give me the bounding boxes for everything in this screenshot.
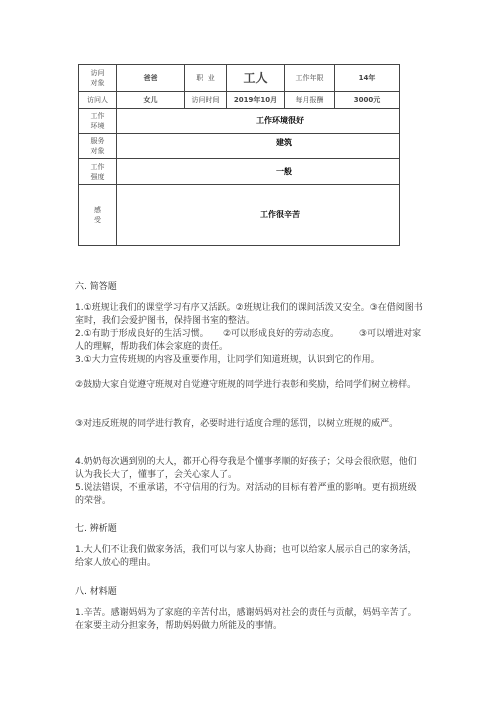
- visit-time-value: 2019年10月: [227, 92, 285, 109]
- answer-paragraph: ③对违反班规的同学进行教育，必要时进行适度合理的惩罚，以树立班规的威严。: [75, 419, 399, 429]
- occupation-label: 职 业: [185, 65, 227, 92]
- feeling-value: 工作很辛苦: [260, 210, 300, 219]
- section-title-material: 八. 材料题: [75, 587, 117, 597]
- work-years-value: 14年: [335, 65, 400, 92]
- answer-paragraph: 3.①大力宣传班规的内容及重要作用，让同学们知道班规，认识到它的作用。: [75, 355, 380, 365]
- answer-paragraph: 4.奶奶每次遇到别的大人，都开心得夸我是个懂事孝顺的好孩子；父母会很欣慰，他们认为我长大了，懂事了，会关心家人了。: [75, 457, 417, 480]
- visit-time-label: 访问时间: [185, 92, 227, 109]
- service-target-value: 建筑: [276, 138, 292, 147]
- work-years-label: 工作年限: [285, 65, 335, 92]
- survey-table: [78, 64, 400, 246]
- table-row: [79, 134, 400, 159]
- work-intensity-value: 一般: [276, 166, 292, 176]
- monthly-pay-value: 3000元: [335, 92, 400, 109]
- visitor-label: 访问人: [79, 92, 117, 109]
- monthly-pay-label: 每月报酬: [285, 92, 335, 109]
- table-row: [79, 65, 400, 92]
- answer-paragraph: 5.说法错误，不重承诺，不守信用的行为。对活动的目标有着严重的影响。更有损班级的荣誉。: [75, 483, 417, 506]
- table-row: [79, 185, 400, 246]
- table-row: [79, 92, 400, 109]
- section-title-analysis: 七. 辨析题: [75, 524, 117, 534]
- visitor-value: 女儿: [117, 92, 185, 109]
- answer-paragraph: 1.辛苦。感谢妈妈为了家庭的辛苦付出，感谢妈妈对社会的责任与贡献，妈妈辛苦了。在家要主动分担家务，帮助妈妈做力所能及的事情。: [75, 608, 417, 631]
- section-title-short-answer: 六. 简答题: [75, 282, 117, 292]
- table-row: [79, 109, 400, 134]
- occupation-value: 工人: [227, 65, 285, 92]
- work-env-value: 工作环境很好: [256, 116, 304, 125]
- table-row: [79, 159, 400, 185]
- answer-paragraph: 1.大人们不让我们做家务活，我们可以与家人协商；也可以给家人展示自己的家务活，给家人放心的理由。: [75, 545, 417, 568]
- answer-paragraph: ②鼓励大家自觉遵守班规对自觉遵守班规的同学进行表彰和奖励，给同学们树立榜样。: [75, 380, 417, 390]
- service-target-label: 服务 对象: [79, 134, 117, 159]
- visit-target-value: 爸爸: [117, 65, 185, 92]
- visit-target-label: 访问 对象: [79, 65, 117, 92]
- answer-paragraph: 2.①有助于形成良好的生活习惯。 ②可以形成良好的劳动态度。 ③可以增进对家人的理解，帮助我们体会家庭的责任。: [75, 329, 422, 352]
- work-env-label: 工作 环境: [79, 109, 117, 134]
- feeling-label: 感 受: [79, 185, 117, 246]
- answer-paragraph: 1.①班规让我们的课堂学习有序又活跃。②班规让我们的课间活泼又安全。③在借阅图书室时，我们会爱护图书，保持图书室的整洁。: [75, 303, 423, 326]
- work-intensity-label: 工作 强度: [79, 159, 117, 185]
